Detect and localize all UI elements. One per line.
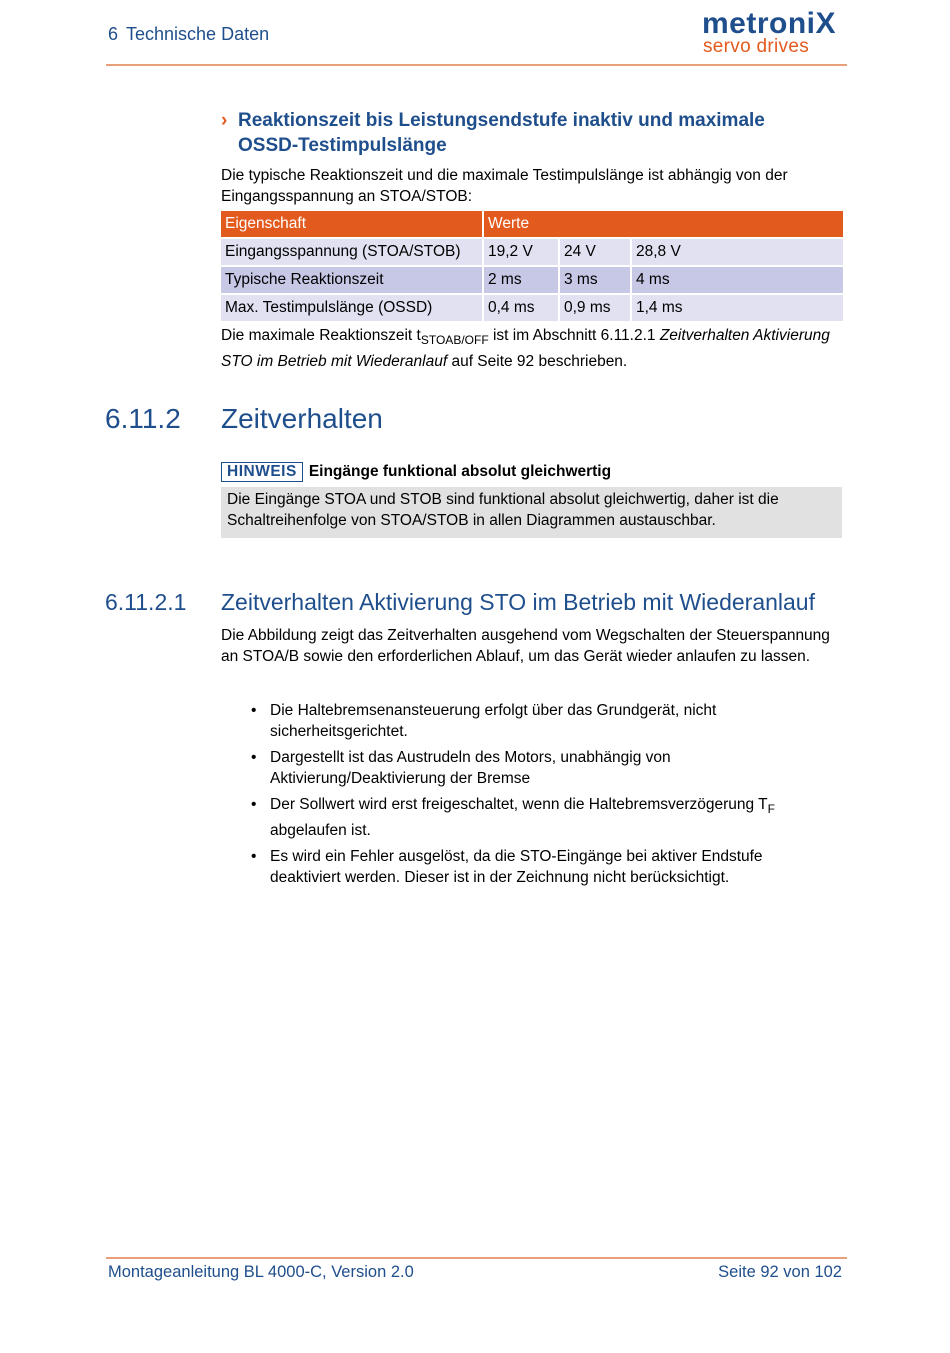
table-cell: 28,8 V bbox=[632, 239, 843, 267]
section-subheading bbox=[221, 108, 831, 158]
chapter-title bbox=[108, 24, 269, 45]
bullet-icon: • bbox=[251, 749, 257, 766]
list-item bbox=[221, 846, 821, 888]
logo-tagline: servo drives bbox=[703, 36, 810, 57]
table-cell: 4 ms bbox=[632, 267, 843, 295]
table-cell: Typische Reaktionszeit bbox=[221, 267, 482, 295]
bullet-list bbox=[221, 700, 821, 893]
list-item-text: Dargestellt ist das Austrudeln des Motors, unabhängig von Aktivierung/Deaktivierung der Bremse bbox=[270, 749, 671, 787]
table-row bbox=[221, 267, 843, 295]
section-title: Zeitverhalten Aktivierung STO im Betrieb mit Wiederanlauf bbox=[221, 589, 815, 615]
table-cell: Eingangsspannung (STOA/STOB) bbox=[221, 239, 482, 267]
reaction-time-table bbox=[219, 211, 845, 323]
list-item bbox=[221, 747, 821, 789]
note-title: Eingänge funktional absolut gleichwertig bbox=[308, 463, 612, 480]
table-row bbox=[221, 239, 843, 267]
text-fragment: ist im Abschnitt 6.11.2.1 bbox=[488, 327, 660, 344]
bullet-icon: • bbox=[251, 796, 257, 813]
chapter-name: Technische Daten bbox=[126, 24, 270, 44]
bullet-icon: • bbox=[251, 702, 257, 719]
subscript: F bbox=[767, 802, 775, 816]
table-header-cell: Eigenschaft bbox=[221, 211, 482, 239]
list-item-text: abgelaufen ist. bbox=[270, 822, 371, 839]
section-number: 6.11.2.1 bbox=[105, 589, 187, 615]
table-header-row bbox=[221, 211, 843, 239]
footer-divider bbox=[106, 1257, 847, 1259]
footer-document-title: Montageanleitung BL 4000-C, Version 2.0 bbox=[108, 1263, 414, 1281]
list-item-text: Es wird ein Fehler ausgelöst, da die STO-Eingänge bei aktiver Endstufe deaktiviert werden. Dieser ist in der Zeichnung nicht berücksichtigt. bbox=[270, 848, 763, 886]
text-fragment: auf Seite 92 beschrieben. bbox=[447, 353, 628, 370]
table-cell: 0,9 ms bbox=[560, 295, 630, 323]
section-number: 6.11.2 bbox=[105, 403, 181, 434]
metronix-logo bbox=[700, 6, 846, 58]
subscript: STOAB/OFF bbox=[420, 333, 489, 347]
table-row bbox=[221, 295, 843, 323]
section-heading-6-11-2 bbox=[105, 403, 383, 435]
section-title: Zeitverhalten bbox=[221, 403, 383, 434]
bullet-icon: • bbox=[251, 848, 257, 865]
list-item bbox=[221, 794, 821, 841]
subheading-line2: OSSD-Testimpulslänge bbox=[238, 135, 447, 156]
header-divider bbox=[106, 64, 847, 66]
table-cell: 2 ms bbox=[484, 267, 558, 295]
cross-reference-link[interactable]: Zeitverhalten Aktivierung STO im Betrieb mit Wiederanlauf bbox=[221, 327, 830, 370]
table-cell: Max. Testimpulslänge (OSSD) bbox=[221, 295, 482, 323]
table-header-cell: Werte bbox=[484, 211, 843, 239]
section-heading-6-11-2-1 bbox=[105, 589, 815, 616]
list-item bbox=[221, 700, 821, 742]
hinweis-badge: HINWEIS bbox=[221, 462, 303, 482]
chevron-right-icon: › bbox=[221, 110, 228, 131]
section-intro-paragraph: Die Abbildung zeigt das Zeitverhalten ausgehend vom Wegschalten der Steuerspannung an STOA/B sowie den erforderlichen Ablauf, um das Gerät wieder anlaufen zu lassen. bbox=[221, 627, 830, 665]
table-cell: 0,4 ms bbox=[484, 295, 558, 323]
logo-wordmark: metroniX bbox=[702, 7, 837, 40]
footer-page-number: Seite 92 von 102 bbox=[718, 1263, 842, 1281]
note-box: Die Eingänge STOA und STOB sind funktional absolut gleichwertig, daher ist die Schaltreihenfolge von STOA/STOB in allen Diagrammen austauschbar. bbox=[221, 487, 842, 538]
subheading-line1: Reaktionszeit bis Leistungsendstufe inaktiv und maximale bbox=[238, 110, 765, 131]
table-cell: 19,2 V bbox=[484, 239, 558, 267]
table-cell: 3 ms bbox=[560, 267, 630, 295]
list-item-text: Die Haltebremsenansteuerung erfolgt über das Grundgerät, nicht sicherheitsgerichtet. bbox=[270, 702, 717, 740]
intro-paragraph: Die typische Reaktionszeit und die maximale Testimpulslänge ist abhängig von der Eingangsspannung an STOA/STOB: bbox=[221, 167, 788, 205]
cross-reference-paragraph bbox=[221, 325, 846, 372]
chapter-number: 6 bbox=[108, 24, 119, 44]
table-cell: 1,4 ms bbox=[632, 295, 843, 323]
table-cell: 24 V bbox=[560, 239, 630, 267]
note-header bbox=[221, 462, 611, 482]
list-item-text: Der Sollwert wird erst freigeschaltet, wenn die Haltebremsverzögerung T bbox=[270, 796, 768, 813]
text-fragment: Die maximale Reaktionszeit t bbox=[221, 327, 421, 344]
